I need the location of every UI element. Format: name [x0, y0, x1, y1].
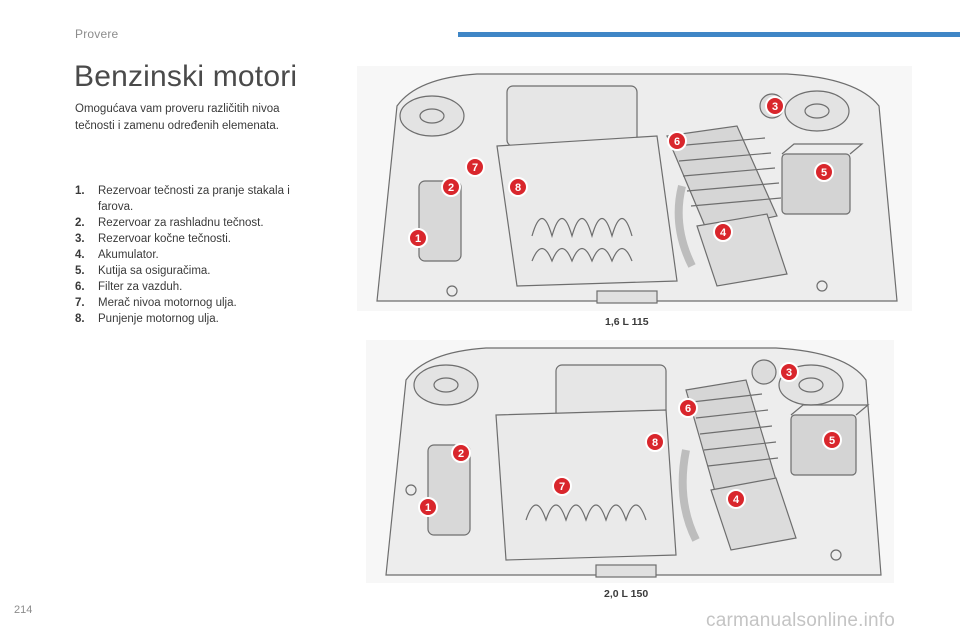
callout-7 [553, 477, 571, 495]
callout-4 [727, 490, 745, 508]
callout-5 [815, 163, 833, 181]
legend-text: Rezervoar kočne tečnosti. [98, 233, 231, 245]
callout-number: 3 [785, 367, 793, 379]
callout-number: 5 [820, 167, 828, 179]
callout-number: 6 [673, 136, 681, 148]
callout-3 [780, 363, 798, 381]
callout-8 [509, 178, 527, 196]
callout-number: 7 [558, 481, 566, 493]
callout-number: 2 [447, 182, 455, 194]
callout-2 [442, 178, 460, 196]
legend-item [75, 279, 320, 295]
callout-5 [823, 431, 841, 449]
legend-text: Rezervoar tečnosti za pranje stakala i farova. [98, 185, 290, 213]
legend-item [75, 295, 320, 311]
engine-bay-illustration [357, 66, 912, 311]
callout-number: 1 [414, 233, 422, 245]
callout-number: 6 [684, 403, 692, 415]
legend-text: Merač nivoa motornog ulja. [98, 297, 237, 309]
legend-text: Rezervoar za rashladnu tečnost. [98, 217, 264, 229]
callout-4 [714, 223, 732, 241]
callout-2 [452, 444, 470, 462]
legend-text: Kutija sa osiguračima. [98, 265, 211, 277]
legend-number: 4. [75, 249, 85, 261]
legend-number: 6. [75, 281, 85, 293]
legend-number: 8. [75, 313, 85, 325]
engine-bay-illustration [366, 340, 894, 583]
callout-3 [766, 97, 784, 115]
callout-number: 8 [514, 182, 522, 194]
legend-text: Filter za vazduh. [98, 281, 183, 293]
legend-number: 5. [75, 265, 85, 277]
legend-text: Akumulator. [98, 249, 159, 261]
legend-item [75, 311, 320, 327]
callout-number: 2 [457, 448, 465, 460]
callout-7 [466, 158, 484, 176]
page-number: 214 [14, 604, 33, 616]
watermark: carmanualsonline.info [706, 610, 896, 631]
legend-number: 7. [75, 297, 85, 309]
section-accent-bar [458, 32, 960, 37]
legend-number: 3. [75, 233, 85, 245]
callout-8 [646, 433, 664, 451]
legend-item [75, 231, 320, 247]
callout-6 [668, 132, 686, 150]
engine-bay-diagram-2 [366, 340, 894, 583]
legend-text: Punjenje motornog ulja. [98, 313, 219, 325]
legend-number: 1. [75, 185, 85, 197]
callout-1 [419, 498, 437, 516]
page-title: Benzinski motori [74, 60, 298, 93]
component-legend [75, 183, 320, 327]
legend-item [75, 215, 320, 231]
legend-item [75, 247, 320, 263]
engine-bay-diagram-1 [357, 66, 912, 311]
callout-1 [409, 229, 427, 247]
section-label: Provere [75, 27, 119, 41]
callout-number: 7 [471, 162, 479, 174]
diagram-caption: 2,0 L 150 [604, 588, 649, 600]
callout-number: 4 [719, 227, 727, 239]
callout-number: 1 [424, 502, 432, 514]
callout-6 [679, 399, 697, 417]
callout-number: 3 [771, 101, 779, 113]
callout-number: 4 [732, 494, 740, 506]
legend-item [75, 263, 320, 279]
legend-number: 2. [75, 217, 85, 229]
callout-number: 8 [651, 437, 659, 449]
diagram-caption: 1,6 L 115 [605, 316, 649, 328]
intro-text: Omogućava vam proveru različitih nivoa tečnosti i zamenu određenih elemenata. [75, 103, 280, 132]
callout-number: 5 [828, 435, 836, 447]
legend-item [75, 183, 320, 215]
